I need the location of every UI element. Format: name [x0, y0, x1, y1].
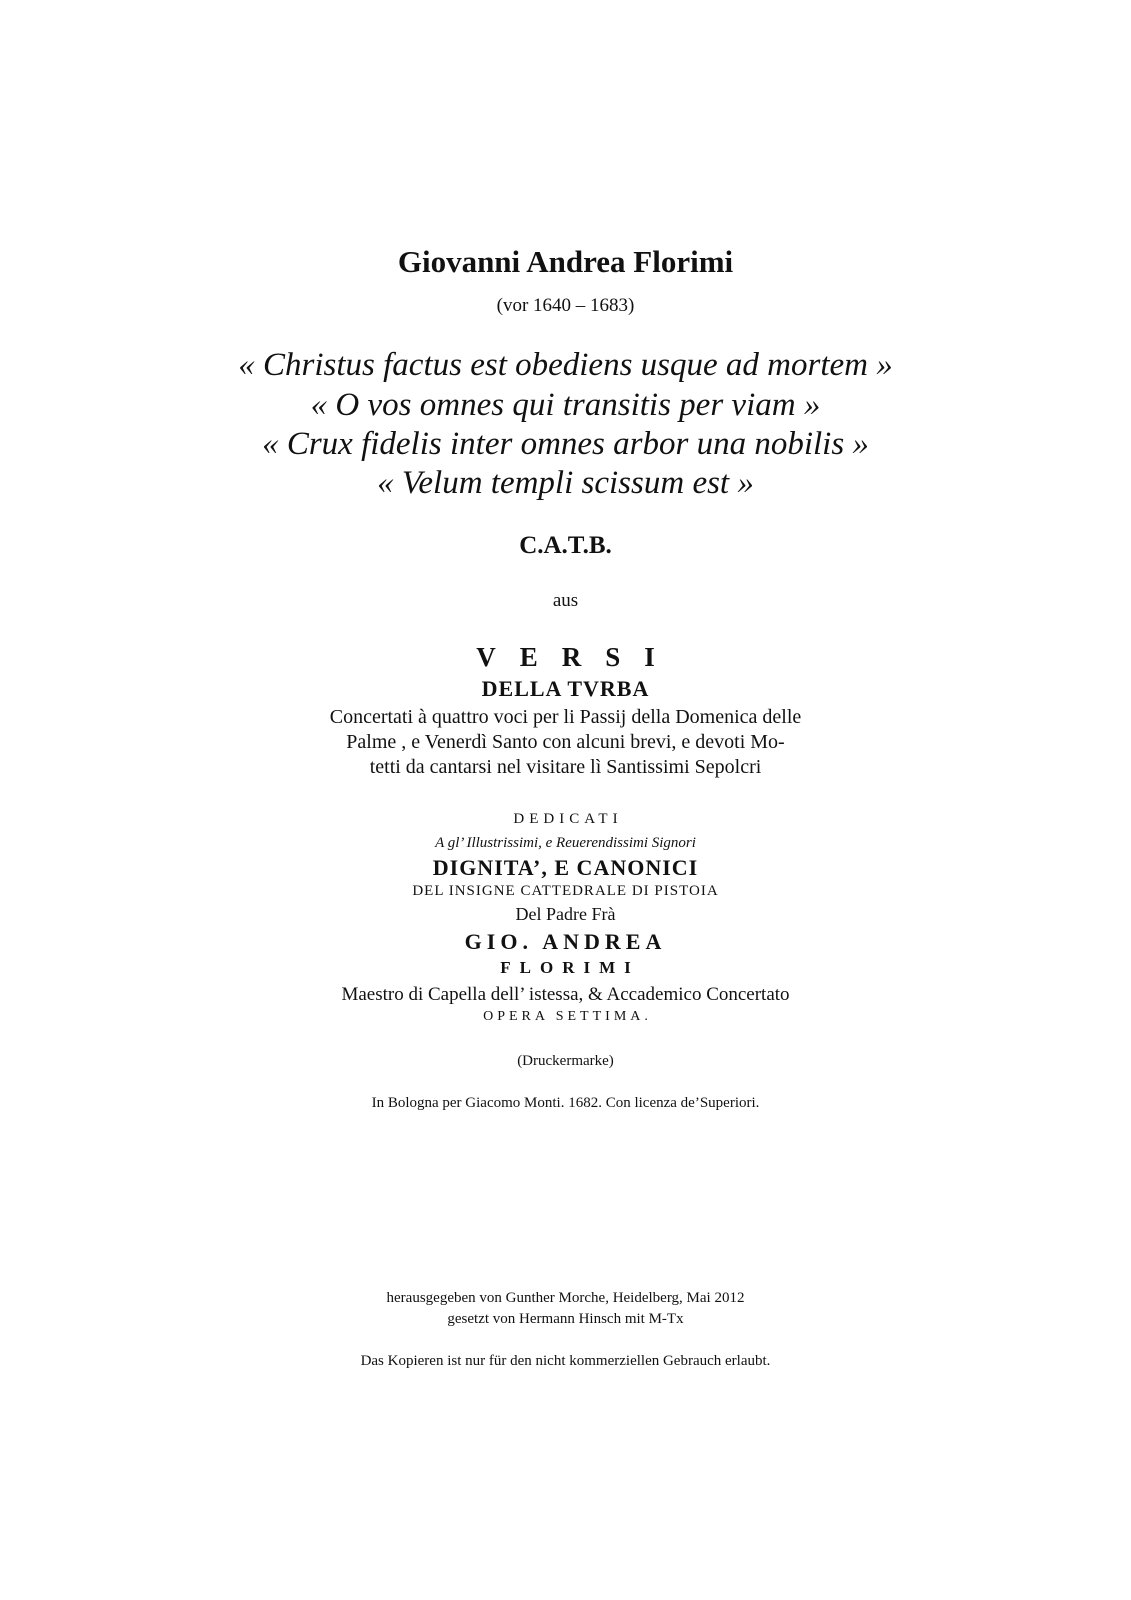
opus-number: OPERA SETTIMA. [483, 1009, 652, 1024]
motet-title: « O vos omnes qui transitis per viam » [310, 387, 821, 423]
author-first-name: GIO. ANDREA [464, 929, 667, 954]
motet-title: « Velum templi scissum est » [377, 465, 754, 501]
composer-name: Giovanni Andrea Florimi [397, 244, 734, 279]
original-description-line: Concertati à quattro voci per li Passij della Domenica delle [329, 706, 802, 728]
original-description-line: tetti da cantarsi nel visitare lì Santissimi Sepolcri [369, 756, 762, 778]
motet-title: « Crux fidelis inter omnes arbor una nobilis » [262, 426, 869, 462]
imprint: In Bologna per Giacomo Monti. 1682. Con licenza de’Superiori. [371, 1095, 760, 1111]
edition-editor: herausgegeben von Gunther Morche, Heidelberg, Mai 2012 [386, 1290, 745, 1306]
printer-mark: (Druckermarke) [517, 1053, 614, 1069]
dedication-cathedral: DEL INSIGNE CATTEDRALE DI PISTOIA [412, 883, 719, 899]
original-title-versi: VERSI [476, 642, 679, 672]
composer-dates: (vor 1640 – 1683) [496, 295, 635, 316]
author-prefix: Del Padre Frà [515, 904, 616, 924]
edition-setter: gesetzt von Hermann Hinsch mit M-Tx [447, 1311, 684, 1327]
source-intro: aus [552, 590, 579, 611]
dedication-heading: DEDICATI [513, 811, 623, 827]
author-position: Maestro di Capella dell’ istessa, & Accademico Concertato [341, 984, 790, 1005]
voicing: C.A.T.B. [519, 532, 612, 559]
copyright-notice: Das Kopieren ist nur für den nicht kommerziellen Gebrauch erlaubt. [360, 1353, 771, 1369]
motet-title: « Christus factus est obediens usque ad mortem » [238, 347, 893, 383]
dedication-dignita: DIGNITA’, E CANONICI [432, 855, 699, 880]
dedication-addressee: A gl’ Illustrissimi, e Reuerendissimi Signori [435, 835, 696, 851]
original-title-turba: DELLA TVRBA [481, 676, 650, 701]
author-last-name: FLORIMI [500, 958, 640, 977]
original-description-line: Palme , e Venerdì Santo con alcuni brevi, e devoti Mo- [346, 731, 785, 753]
